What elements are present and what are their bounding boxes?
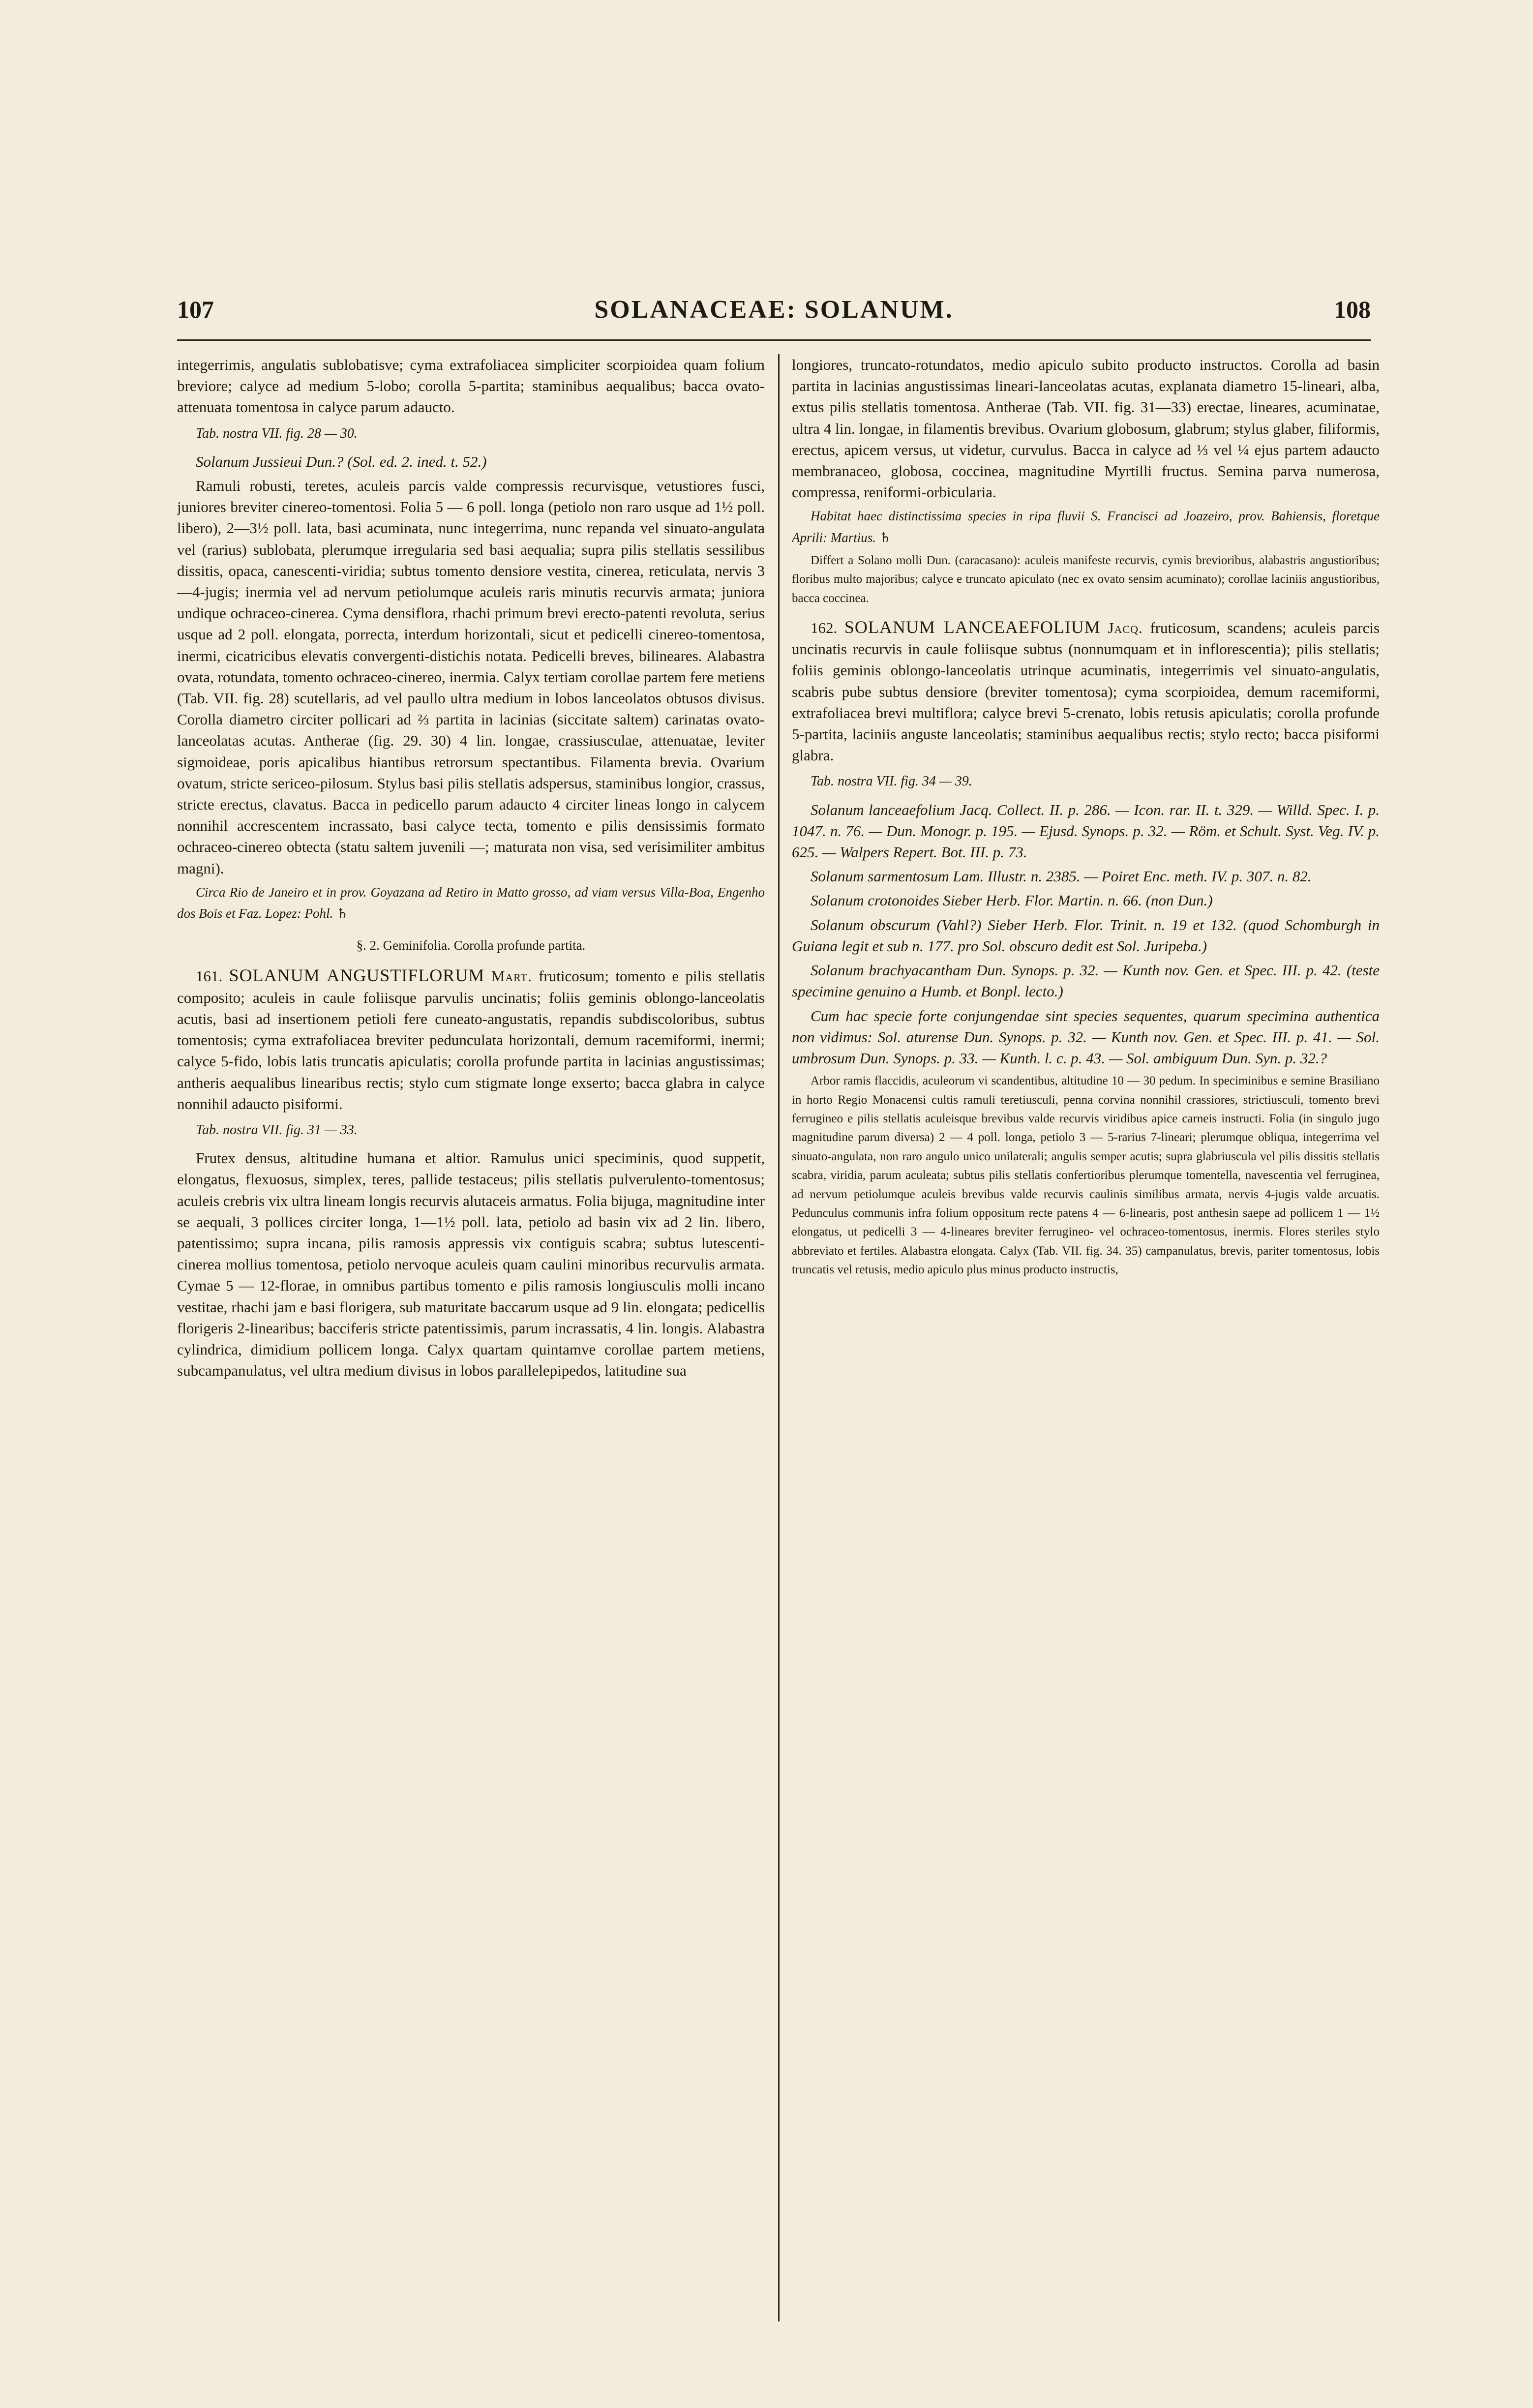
synonym: Solanum crotonoides Sieber Herb. Flor. Martin. n. 66. (non Dun.) [811,892,1213,909]
species-author: Mart. [491,967,532,985]
column-divider [778,354,780,2321]
synonym: Solanum lanceaefolium Jacq. Collect. II. p. 286. — Icon. rar. II. t. 329. — Willd. Spec. I. p. 1047. n. 76. — Dun. Monogr. p. 195. — Ejusd. Synops. p. 32. — Röm. et Schult. Syst. Veg. IV. p. 625. — Walpers Repert. Bot. III. p. 73. [792,801,1380,861]
species-name: SOLANUM LANCEAEFOLIUM [844,617,1101,637]
continued-diagnosis: integerrimis, angulatis sublobatisve; cyma extrafoliacea simpliciter scorpioidea quam folium breviore; calyce ad medium 5-lobo; corolla 5-partita; staminibus aequalibus; bacca ovato-attenuata tomentosa in calyce parum adaucto. [177,356,765,416]
description-paragraph: Frutex densus, altitudine humana et altior. Ramulus unici speciminis, quod suppetit, elongatus, flexuosus, simplex, teres, pallide testaceus; pilis stellatis pulverulento-tomentosus; aculeis crebris vix ultra lineam longis recurvis alutaceis armatus. Folia bijuga, magnitudine inter se aequali, 3 pollices circiter longa, 1—1½ poll. lata, petiolo ad basin vix ad 2 lin. libero, patentissimo; supra incana, pilis ramosis appressis vix contiguis scabra; subtus lutescenti-cinerea mollius tomentosa, petiolo nervoque aculeis quam caulini minoribus recurvulis armata. Cymae 5 — 12-florae, in omnibus partibus tomento e pilis ramosis longiusculis molli incano vestitae, rhachi jam e basi florigera, sub maturitate baccarum usque ad 9 lin. elongata; pedicellis florigeris 2-linearibus; bacciferis stricte patentissimis, parum incrassatis, 4 lin. longis. Alabastra cylindrica, dimidium pollicem longa. Calyx quartam quintamve corollae partem metiens, subcampanulatus, vel ultra medium divisus in lobos parallelepipedos, latitudine sua [177,1149,765,1380]
species-entry-161 [177,965,765,1114]
synonym: Solanum brachyacantham Dun. Synops. p. 32. — Kunth nov. Gen. et Spec. III. p. 42. (teste specimine genuino a Humb. et Bonpl. lecto.) [792,962,1380,1000]
section-heading: §. 2. Geminifolia. Corolla profunde partita. [356,938,586,953]
right-column [792,354,1380,2331]
species-number: 161. [196,967,223,985]
plate-reference: Tab. nostra VII. fig. 34 — 39. [811,774,972,789]
description-paragraph: Arbor ramis flaccidis, aculeorum vi scandentibus, altitudine 10 — 30 pedum. In speciminibus e semine Brasiliano in horto Regio Monacensi cultis ramuli teretiusculi, penna corvina nonnihil crassiores, strictiusculi, tomento brevi ferrugineo e pilis stellatis aculeisque brevibus valde recurvis viridibus apice carneis instructi. Folia (in singulo jugo magnitudine parum diversa) 2 — 4 poll. longa, petiolo 3 — 5-rarius 7-lineari; plerumque obliqua, integerrima vel sinuato-angulata, non raro angulo unico unilaterali; angulis semper acutis; supra glabriuscula vel pilis dissitis stellatis scabra, viridia, parum aculeata; subtus pilis stellatis confertioribus plerumque tomentella, navescentia vel ferruginea, ad nervum petiolumque aculeis brevibus valde recurvis caulinis similibus armata, nervis 4-jugis valde arcuatis. Pedunculus communis infra folium oppositum recte patens 4 — 6-linearis, post anthesin saepe ad pollicem 1 — 1½ elongatus, ut pedicelli 3 — 4-lineares breviter ferrugineo- vel ochraceo-tomentosus, inermis. Flores steriles stylo abbreviato et fertiles. Alabastra elongata. Calyx (Tab. VII. fig. 34. 35) campanulatus, brevis, pariter tomentosus, lobis truncatis vel retusis, medio apiculo plus minus producto instructis, [792,1074,1380,1277]
description-paragraph: Ramuli robusti, teretes, aculeis parcis valde compressis recurvisque, vetustiores fusci, juniores breviter cinereo-tomentosi. Folia 5 — 6 poll. longa (petiolo non raro usque ad 1½ poll. libero), 2—3½ poll. lata, basi acuminata, nunc integerrima, nunc repanda vel sinuato-angulata vel (rarius) sublobata, plerumque irregularia sed basi aequalia; supra pilis stellatis sessilibus dissitis, opaca, canescenti-viridia; subtus tomento densiore vestita, cinerea, reticulata, nervis 3—4-jugis; inermia vel ad nervum petiolumque aculeis raris minutis recurvis armata; juniora undique ochraceo-cinerea. Cyma densiflora, rhachi primum brevi erecto-patenti revoluta, serius usque ad 2 poll. elongata, porrecta, interdum horizontali, sicut et pedicelli cinereo-tomentosa, inermi, cicatricibus elevatis convergenti-distichis notata. Pedicelli breves, bilineares. Alabastra ovata, rotundata, tomento ochraceo-cinereo, inermia. Calyx tertiam corollae partem fere metiens (Tab. VII. fig. 28) scutellaris, ad vel paullo ultra medium in lobos lanceolatos obtusos divisus. Corolla diametro circiter pollicari ad ⅔ partita in lacinias (siccitate saltem) carinatas ovato-lanceolatas acutas. Antherae (fig. 29. 30) 4 lin. longae, crassiusculae, attenuatae, leviter sigmoideae, poris apicalibus hiantibus retrorsum spectantibus. Filamenta brevia. Ovarium ovatum, stricte sericeo-pilosum. Stylus basi pilis stellatis adspersus, staminibus longior, crassus, stricte erectus, clavatus. Bacca in pedicello parum adaucto 4 circiter lineas longo in calycem nonnihil accrescentem incrassato, basi calyce tecta, tomento e pilis densissimis formato ochraceo-cinereo obtecta (statu saltem juvenili —; maturata non visa, sed verisimiliter ambitus magni). [177,477,765,877]
differential-note: Differt a Solano molli Dun. (caracasano): aculeis manifeste recurvis, cymis brevioribus, alabastris angustioribus; floribus multo majoribus; calyce e truncato apiculato (nec ex ovato sensim acuminato); corollae laciniis angustioribus, bacca coccinea. [792,553,1380,605]
species-name: SOLANUM ANGUSTIFLORUM [229,965,485,986]
description-continued: longiores, truncato-rotundatos, medio apiculo subito producto instructos. Corolla ad basin partita in lacinias angustissimas lineari-lanceolatas acutas, explanata diametro 15-lineari, alba, extus pilis stellatis tomentosa. Antherae (Tab. VII. fig. 31—33) erectae, lineares, acuminatae, ultra 4 lin. longae, in filamentis brevibus. Ovarium globosum, glabrum; stylus glaber, filiformis, erectus, apicem versus, ut videtur, curvulus. Bacca in calyce ad ⅓ vel ¼ ejus partem adaucto membranaceo, globosa, coccinea, magnitudine Myrtilli fructus. Semina parva numerosa, compressa, reniformi-orbicularia. [792,356,1380,501]
header-rule [177,339,1371,341]
species-diagnosis: fruticosum, scandens; aculeis parcis uncinatis recurvis in caule foliisque subtus (nonnumquam et in inflorescentia); pilis stellatis; foliis geminis oblongo-lanceolatis utrinque acuminatis, integerrimis vel sinuato-angulatis, scabris pube subtus densiore (breviter tomentosa); cyma scorpioidea, demum racemiformi, extrafoliacea brevi multiflora; calyce brevi 5-crenato, lobis retusis apiculatis; corolla profunde 5-partita, laciniis anguste lanceolatis; staminibus aequalibus rectis; stylo recto; bacca pisiformi glabra. [792,619,1380,764]
species-entry-162 [792,617,1380,766]
page-number-right: 108 [1334,296,1371,323]
species-number: 162. [811,619,838,637]
habitat: Habitat haec distinctissima species in ripa fluvii S. Francisci ad Joazeiro, prov. Bahiensis, floretque Aprili: Martius. ♄ [792,509,1380,545]
species-author: Jacq. [1108,619,1143,637]
species-diagnosis: fruticosum; tomento e pilis stellatis composito; aculeis in caule foliisque parvulis uncinatis; foliis geminis oblongo-lanceolatis acutis, basi ad insertionem petioli fere cuneato-angustatis, repandis subdiscoloribus, subtus tomentosis; cyma extrafoliacea breviter pedunculata horizontali, demum racemiformi, inermi; calyce 5-fido, lobis latis truncatis apiculatis; corolla profunde partita in lacinias angustissimas; antheris aequalibus linearibus rectis; stylo cum stigmate longe exserto; bacca glabra in calyce nonnihil adaucto pisiformi. [177,967,765,1113]
plate-reference: Tab. nostra VII. fig. 31 — 33. [196,1122,358,1138]
synonym: Solanum obscurum (Vahl?) Sieber Herb. Flor. Trinit. n. 19 et 132. (quod Schomburgh in Guiana legit et sub n. 177. pro Sol. obscuro dedit est Sol. Juripeba.) [792,916,1380,955]
related-species-note: Cum hac specie forte conjungendae sint species sequentes, quarum specimina authentica non vidimus: Sol. aturense Dun. Synops. p. 32. — Kunth nov. Gen. et Spec. III. p. 41. — Sol. umbrosum Dun. Synops. p. 33. — Kunth. l. c. p. 43. — Sol. ambiguum Dun. Syn. p. 32.? [792,1007,1380,1067]
plate-reference: Tab. nostra VII. fig. 28 — 30. [196,425,358,441]
locality: Circa Rio de Janeiro et in prov. Goyazana ad Retiro in Matto grosso, ad viam versus Villa-Boa, Engenho dos Bois et Faz. Lopez: Pohl. ♄ [177,884,765,921]
synonym: Solanum sarmentosum Lam. Illustr. n. 2385. — Poiret Enc. meth. IV. p. 307. n. 82. [811,868,1312,885]
running-title: SOLANACEAE: SOLANUM. [594,296,954,324]
page-number-left: 107 [177,296,214,323]
page-header [177,295,1371,330]
left-column [177,354,765,2331]
synonym: Solanum Jussieui Dun.? (Sol. ed. 2. ined. t. 52.) [196,452,487,470]
